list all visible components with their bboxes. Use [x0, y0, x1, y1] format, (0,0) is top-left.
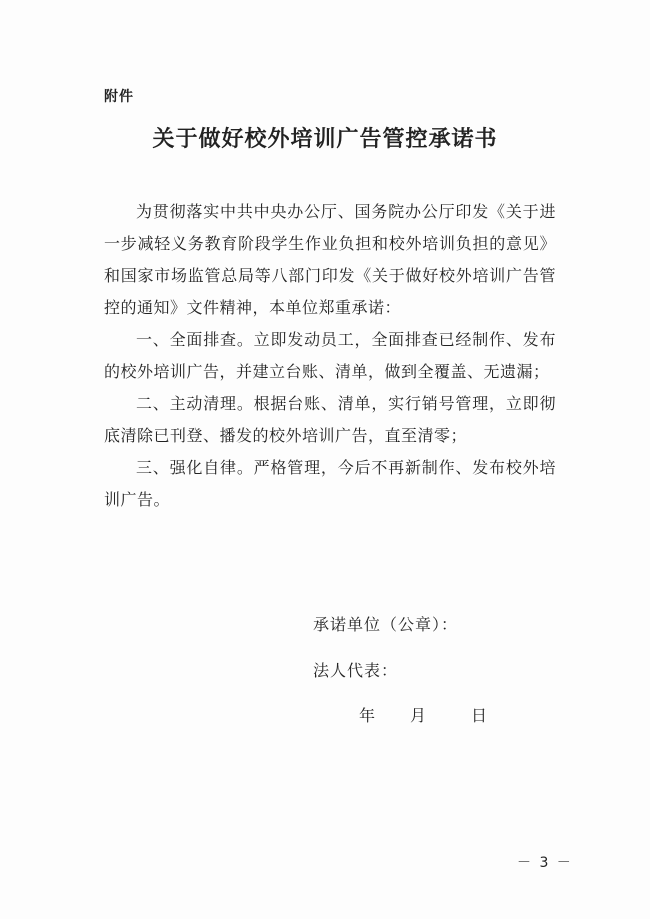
signature-representative-label: 法人代表：: [313, 661, 399, 680]
signature-unit-label: 承诺单位（公章）：: [313, 615, 459, 634]
commitment-paragraph-2: 二、主动清理。根据台账、清单，实行销号管理，立即彻底清除已刊登、播发的校外培训广告，直至清零；: [104, 394, 556, 445]
commitment-paragraph-3: 三、强化自律。严格管理，今后不再新制作、发布校外培训广告。: [104, 458, 556, 509]
date-day-label: 日: [471, 706, 488, 725]
date-year-label: 年: [359, 706, 376, 725]
date-month-label: 月: [410, 706, 427, 725]
attachment-label: 附件: [104, 89, 134, 105]
commitment-paragraph-1: 一、全面排查。立即发动员工，全面排查已经制作、发布的校外培训广告，并建立台账、清单，做到全覆盖、无遗漏；: [104, 330, 556, 381]
page-number: － 3 －: [517, 855, 573, 871]
intro-paragraph: 为贯彻落实中共中央办公厅、国务院办公厅印发《关于进一步减轻义务教育阶段学生作业负担和校外培训负担的意见》和国家市场监管总局等八部门印发《关于做好校外培训广告管控的通知》文件精神，本单位郑重承诺：: [104, 202, 556, 317]
document-title: 关于做好校外培训广告管控承诺书: [152, 126, 498, 152]
document-body: [104, 196, 556, 516]
